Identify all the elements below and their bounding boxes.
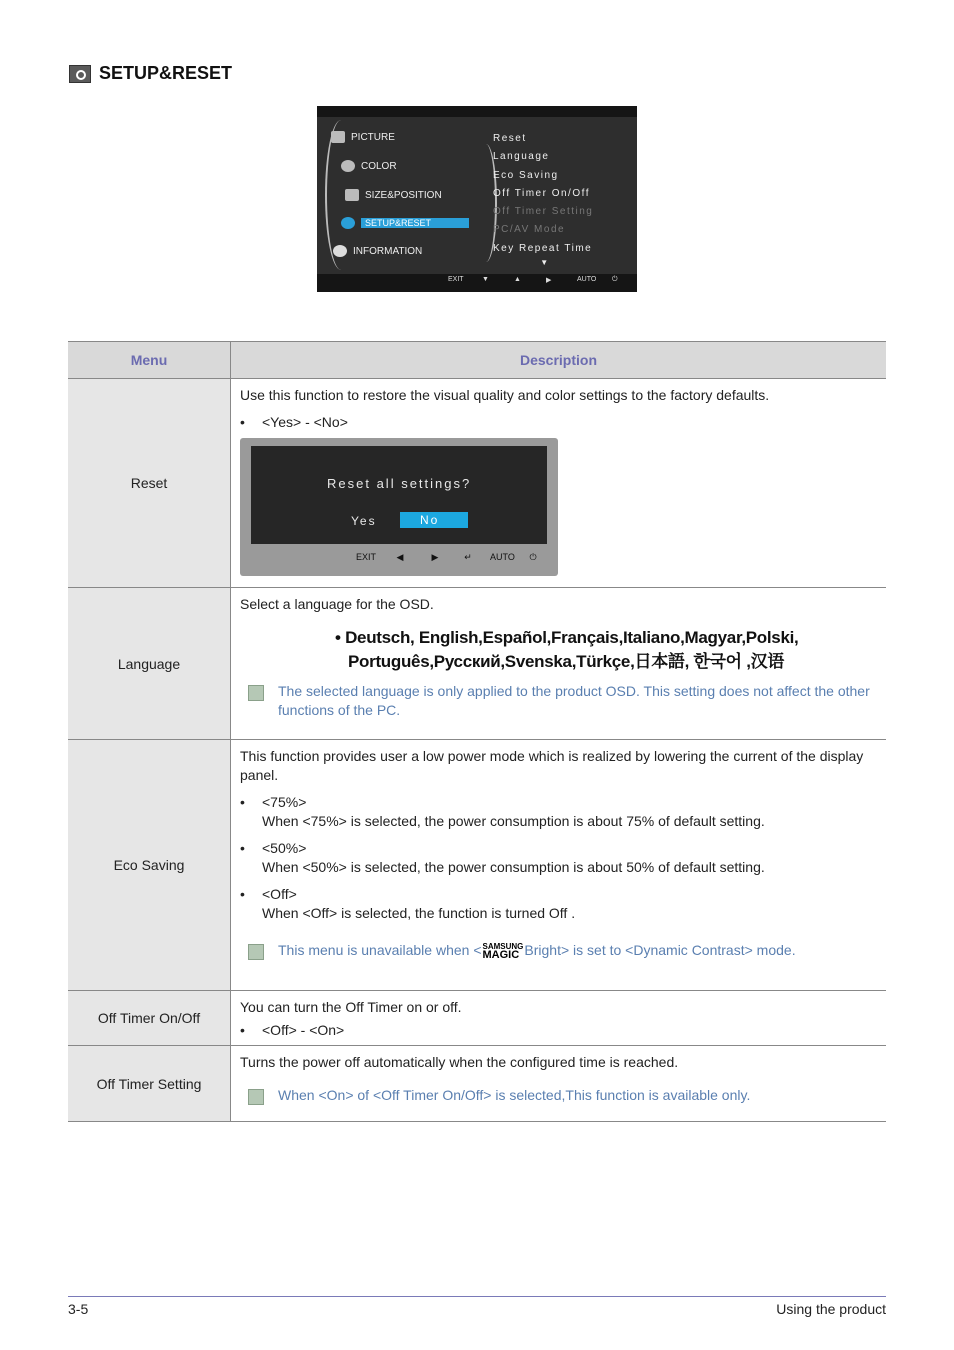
page-number: 3-5 — [68, 1301, 89, 1317]
section-heading — [69, 63, 232, 84]
reset-dialog-screenshot — [240, 438, 558, 576]
eco-option-50: • <50%> When <50%> is selected, the power consumption is about 50% of default setting. — [240, 840, 765, 875]
dlg-right-button: ▶ — [431, 552, 439, 562]
table-header-row — [68, 342, 886, 379]
osd-sub-off-timer: Off Timer On/Off — [493, 187, 590, 199]
size-position-icon — [345, 189, 359, 201]
dlg-auto-button: AUTO — [490, 552, 515, 562]
eco-option-75: • <75%> When <75%> is selected, the power consumption is about 75% of default setting. — [240, 794, 765, 829]
osd-power-button: ⏻ — [612, 276, 618, 283]
osd-enter-button: ▶ — [546, 277, 552, 284]
description-column-header: Description — [231, 342, 887, 379]
row-label-off-timer: Off Timer On/Off — [68, 991, 231, 1046]
row-label-off-timer-setting: Off Timer Setting — [68, 1046, 231, 1122]
reset-options: • <Yes> - <No> — [240, 414, 348, 430]
off-timer-setting-note: When <On> of <Off Timer On/Off> is selected,This function is available only. — [240, 1086, 877, 1105]
row-label-reset: Reset — [68, 379, 231, 588]
note-icon — [248, 944, 264, 960]
osd-sub-language: Language — [493, 151, 550, 163]
osd-down-button: ▼ — [482, 276, 489, 283]
osd-item-information: INFORMATION — [333, 245, 422, 257]
picture-icon — [331, 131, 345, 143]
footer-divider — [68, 1296, 886, 1297]
scroll-down-icon: ▼ — [540, 258, 550, 268]
table-row — [68, 379, 886, 588]
osd-sub-pc-av-mode: PC/AV Mode — [493, 224, 566, 236]
settings-table — [68, 341, 886, 1122]
eco-description: This function provides user a low power mode which is realized by lowering the current of the display panel. — [240, 748, 864, 783]
osd-exit-button: EXIT — [448, 276, 464, 283]
menu-column-header: Menu — [68, 342, 231, 379]
language-description: Select a language for the OSD. — [240, 596, 434, 612]
off-timer-options: • <Off> - <On> — [240, 1022, 345, 1038]
dlg-enter-button: ↵ — [464, 552, 472, 562]
dlg-power-button: ⏻ — [529, 552, 537, 562]
table-row — [68, 588, 886, 740]
language-list: • Deutsch, English,Español,Français,Italiano,Magyar,Polski, Português,Русский,Svenska,Türkçe,日本語, 한국어 ,汉语 — [335, 628, 799, 671]
gear-icon — [341, 217, 355, 229]
osd-up-button: ▲ — [514, 276, 521, 283]
osd-item-picture: PICTURE — [331, 131, 395, 143]
row-label-eco-saving: Eco Saving — [68, 740, 231, 991]
language-note: The selected language is only applied to the product OSD. This setting does not affect the other functions of the PC. — [240, 682, 877, 720]
dialog-question: Reset all settings? — [327, 476, 472, 491]
osd-item-color: COLOR — [341, 160, 397, 172]
osd-sub-off-timer-setting: Off Timer Setting — [493, 206, 594, 218]
table-row — [68, 991, 886, 1046]
row-label-language: Language — [68, 588, 231, 740]
osd-submenu — [493, 130, 597, 268]
note-icon — [248, 1089, 264, 1105]
table-row — [68, 1046, 886, 1122]
info-icon — [333, 245, 347, 257]
osd-sub-key-repeat: Key Repeat Time — [493, 242, 593, 254]
osd-sub-eco-saving: Eco Saving — [493, 169, 559, 181]
color-icon — [341, 160, 355, 172]
osd-auto-button: AUTO — [577, 276, 597, 283]
section-title: SETUP&RESET — [99, 63, 233, 83]
osd-sub-reset: Reset — [493, 133, 527, 144]
dialog-yes: Yes — [351, 514, 377, 528]
eco-option-off: • <Off> When <Off> is selected, the function is turned Off . — [240, 886, 576, 921]
dialog-no: No — [400, 512, 468, 528]
note-icon — [248, 685, 264, 701]
table-row — [68, 740, 886, 991]
osd-item-setup-reset: SETUP&RESET — [341, 217, 469, 229]
osd-menu-screenshot — [317, 106, 637, 292]
eco-note: This menu is unavailable when <SAMSUNG MAGIC Bright> is set to <Dynamic Contrast> mode. — [240, 941, 877, 960]
reset-description: Use this function to restore the visual quality and color settings to the factory defaults. — [240, 387, 770, 403]
off-timer-setting-description: Turns the power off automatically when the configured time is reached. — [240, 1054, 679, 1070]
dlg-exit-button: EXIT — [355, 552, 376, 562]
footer-section: Using the product — [776, 1301, 886, 1317]
off-timer-description: You can turn the Off Timer on or off. — [240, 999, 462, 1015]
osd-item-size-position: SIZE&POSITION — [345, 189, 442, 201]
setup-icon — [69, 65, 91, 83]
samsung-magic-logo: SAMSUNG MAGIC — [482, 941, 524, 961]
dlg-left-button: ◀ — [396, 552, 404, 562]
